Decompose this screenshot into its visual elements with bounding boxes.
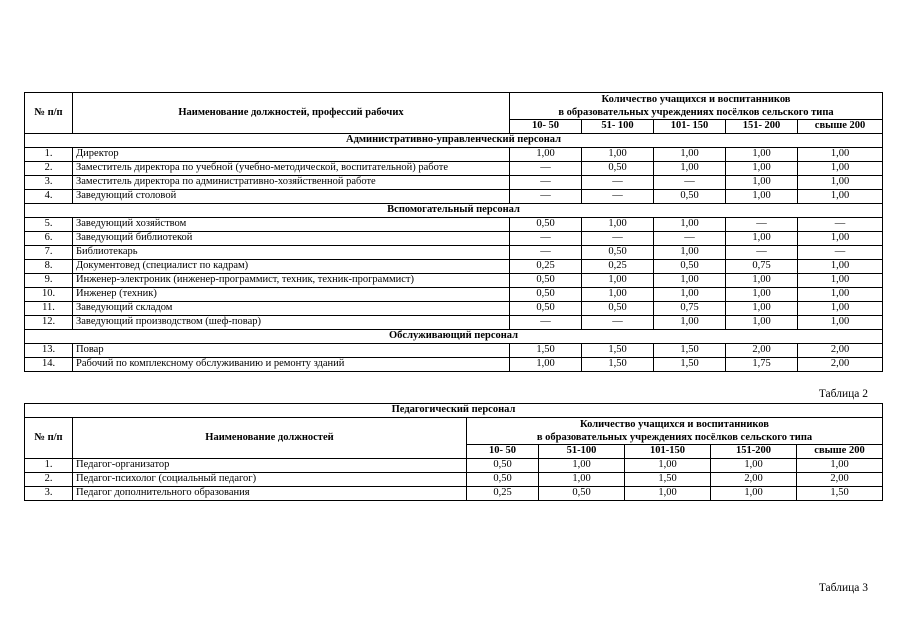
row-number: 2. xyxy=(25,473,73,487)
row-rate-value: 1,00 xyxy=(654,316,726,330)
row-position-name: Инженер (техник) xyxy=(73,288,510,302)
section-row xyxy=(25,204,883,218)
pedagogical-table xyxy=(24,403,883,501)
col-header-range: 101- 150 xyxy=(654,120,726,134)
row-rate-value: 1,00 xyxy=(654,246,726,260)
row-rate-value: — xyxy=(510,316,582,330)
table-row xyxy=(25,162,883,176)
row-rate-value: 0,25 xyxy=(582,260,654,274)
row-rate-value: — xyxy=(798,218,883,232)
row-rate-value: 1,00 xyxy=(582,148,654,162)
row-rate-value: 1,50 xyxy=(797,487,883,501)
row-rate-value: 1,00 xyxy=(654,162,726,176)
row-number: 4. xyxy=(25,190,73,204)
row-rate-value: 1,00 xyxy=(654,288,726,302)
table-row xyxy=(25,473,883,487)
row-rate-value: 1,00 xyxy=(726,148,798,162)
row-rate-value: 0,50 xyxy=(510,274,582,288)
row-number: 3. xyxy=(25,487,73,501)
section-title: Вспомогательный персонал xyxy=(25,204,883,218)
row-position-name: Педагог дополнительного образования xyxy=(73,487,467,501)
col-header-range: свыше 200 xyxy=(797,445,883,459)
row-position-name: Заведующий столовой xyxy=(73,190,510,204)
row-rate-value: 1,00 xyxy=(726,288,798,302)
row-rate-value: — xyxy=(654,176,726,190)
row-position-name: Заведующий складом xyxy=(73,302,510,316)
row-position-name: Заведующий библиотекой xyxy=(73,232,510,246)
row-position-name: Документовед (специалист по кадрам) xyxy=(73,260,510,274)
row-rate-value: 0,50 xyxy=(510,302,582,316)
row-number: 13. xyxy=(25,344,73,358)
pedagogical-table-title: Педагогический персонал xyxy=(25,404,883,418)
col-header-group xyxy=(467,418,883,445)
table-row xyxy=(25,218,883,232)
row-rate-value: 0,25 xyxy=(467,487,539,501)
table-row xyxy=(25,246,883,260)
row-rate-value: 1,00 xyxy=(654,274,726,288)
table-row xyxy=(25,232,883,246)
section-row xyxy=(25,134,883,148)
row-rate-value: — xyxy=(726,246,798,260)
row-rate-value: 1,00 xyxy=(654,218,726,232)
section-row xyxy=(25,330,883,344)
row-rate-value: 1,00 xyxy=(798,176,883,190)
row-number: 5. xyxy=(25,218,73,232)
row-rate-value: — xyxy=(726,218,798,232)
row-number: 2. xyxy=(25,162,73,176)
col-header-num: № п/п xyxy=(25,418,73,459)
row-rate-value: — xyxy=(582,190,654,204)
row-rate-value: 1,00 xyxy=(654,148,726,162)
table-label: Таблица 2 xyxy=(818,388,868,400)
row-rate-value: 1,50 xyxy=(582,344,654,358)
row-rate-value: 1,50 xyxy=(625,473,711,487)
section-title: Обслуживающий персонал xyxy=(25,330,883,344)
row-rate-value: 1,00 xyxy=(711,487,797,501)
col-header-range: свыше 200 xyxy=(798,120,883,134)
row-rate-value: 0,50 xyxy=(582,246,654,260)
table-row xyxy=(25,487,883,501)
row-rate-value: 1,00 xyxy=(726,232,798,246)
row-number: 11. xyxy=(25,302,73,316)
table-row xyxy=(25,358,883,372)
row-position-name: Заместитель директора по учебной (учебно-методической, воспитательной) работе xyxy=(73,162,510,176)
row-number: 14. xyxy=(25,358,73,372)
row-position-name: Педагог-организатор xyxy=(73,459,467,473)
row-rate-value: 1,00 xyxy=(797,459,883,473)
row-rate-value: 0,50 xyxy=(582,302,654,316)
row-rate-value: 0,50 xyxy=(467,459,539,473)
table-row xyxy=(25,459,883,473)
row-number: 8. xyxy=(25,260,73,274)
row-position-name: Заведующий хозяйством xyxy=(73,218,510,232)
row-rate-value: 1,00 xyxy=(726,190,798,204)
col-header-range: 51- 100 xyxy=(582,120,654,134)
row-rate-value: 1,00 xyxy=(625,487,711,501)
row-number: 6. xyxy=(25,232,73,246)
col-header-range: 151- 200 xyxy=(726,120,798,134)
row-rate-value: 1,00 xyxy=(798,190,883,204)
row-rate-value: 1,00 xyxy=(510,148,582,162)
row-rate-value: 0,25 xyxy=(510,260,582,274)
row-rate-value: 1,00 xyxy=(726,176,798,190)
table-row xyxy=(25,302,883,316)
table-row xyxy=(25,176,883,190)
col-header-range: 10- 50 xyxy=(467,445,539,459)
row-rate-value: 1,00 xyxy=(726,302,798,316)
col-header-range: 51-100 xyxy=(539,445,625,459)
row-rate-value: 1,00 xyxy=(798,274,883,288)
row-rate-value: — xyxy=(798,246,883,260)
row-rate-value: — xyxy=(510,176,582,190)
table-row xyxy=(25,190,883,204)
row-rate-value: 1,50 xyxy=(654,358,726,372)
table-row xyxy=(25,344,883,358)
col-header-name: Наименование должностей, профессий рабочих xyxy=(73,93,510,134)
row-rate-value: 1,00 xyxy=(798,148,883,162)
row-position-name: Инженер-электроник (инженер-программист, техник, техник-программист) xyxy=(73,274,510,288)
row-rate-value: — xyxy=(510,162,582,176)
row-position-name: Директор xyxy=(73,148,510,162)
row-rate-value: — xyxy=(510,232,582,246)
col-header-range: 101-150 xyxy=(625,445,711,459)
row-rate-value: 1,50 xyxy=(510,344,582,358)
row-rate-value: 0,50 xyxy=(510,218,582,232)
row-rate-value: 1,00 xyxy=(582,218,654,232)
section-title: Административно-управленческий персонал xyxy=(25,134,883,148)
row-number: 7. xyxy=(25,246,73,260)
table-row xyxy=(25,148,883,162)
table-row xyxy=(25,288,883,302)
staffing-table-body xyxy=(25,134,883,372)
row-rate-value: 1,50 xyxy=(582,358,654,372)
table-label: Таблица 3 xyxy=(818,582,868,594)
col-header-range: 151-200 xyxy=(711,445,797,459)
col-header-num: № п/п xyxy=(25,93,73,134)
row-position-name: Библиотекарь xyxy=(73,246,510,260)
row-rate-value: 1,00 xyxy=(510,358,582,372)
row-rate-value: 0,50 xyxy=(539,487,625,501)
row-rate-value: 1,00 xyxy=(798,232,883,246)
row-rate-value: — xyxy=(582,316,654,330)
table-row xyxy=(25,316,883,330)
staffing-table xyxy=(24,92,883,372)
row-rate-value: 2,00 xyxy=(711,473,797,487)
row-rate-value: 1,50 xyxy=(654,344,726,358)
row-rate-value: 0,50 xyxy=(654,260,726,274)
row-rate-value: 1,75 xyxy=(726,358,798,372)
row-rate-value: — xyxy=(510,190,582,204)
row-rate-value: 1,00 xyxy=(726,162,798,176)
row-rate-value: 0,75 xyxy=(726,260,798,274)
row-rate-value: 0,50 xyxy=(467,473,539,487)
row-rate-value: 2,00 xyxy=(726,344,798,358)
row-rate-value: — xyxy=(582,232,654,246)
row-rate-value: 1,00 xyxy=(539,459,625,473)
row-rate-value: 1,00 xyxy=(711,459,797,473)
row-number: 12. xyxy=(25,316,73,330)
col-header-group-line1: Количество учащихся и воспитанников xyxy=(601,94,791,105)
row-rate-value: 2,00 xyxy=(798,344,883,358)
row-rate-value: 1,00 xyxy=(798,302,883,316)
row-position-name: Повар xyxy=(73,344,510,358)
table-row xyxy=(25,274,883,288)
row-rate-value: 1,00 xyxy=(539,473,625,487)
row-rate-value: 2,00 xyxy=(797,473,883,487)
row-rate-value: 1,00 xyxy=(582,288,654,302)
pedagogical-table-body xyxy=(25,459,883,501)
col-header-range: 10- 50 xyxy=(510,120,582,134)
row-number: 3. xyxy=(25,176,73,190)
col-header-group-line2: в образовательных учреждениях посёлков сельского типа xyxy=(536,432,813,443)
row-position-name: Заместитель директора по административно-хозяйственной работе xyxy=(73,176,510,190)
col-header-group xyxy=(510,93,883,120)
row-rate-value: 1,00 xyxy=(798,260,883,274)
row-rate-value: 0,50 xyxy=(510,288,582,302)
row-number: 1. xyxy=(25,459,73,473)
row-rate-value: 0,75 xyxy=(654,302,726,316)
row-rate-value: 0,50 xyxy=(654,190,726,204)
row-rate-value: 1,00 xyxy=(798,316,883,330)
row-rate-value: 1,00 xyxy=(726,274,798,288)
row-rate-value: 0,50 xyxy=(582,162,654,176)
row-rate-value: 2,00 xyxy=(798,358,883,372)
row-number: 1. xyxy=(25,148,73,162)
row-position-name: Рабочий по комплексному обслуживанию и ремонту зданий xyxy=(73,358,510,372)
row-number: 10. xyxy=(25,288,73,302)
row-rate-value: 1,00 xyxy=(798,288,883,302)
col-header-group-line1: Количество учащихся и воспитанников xyxy=(580,419,769,430)
row-rate-value: 1,00 xyxy=(726,316,798,330)
row-rate-value: — xyxy=(510,246,582,260)
row-number: 9. xyxy=(25,274,73,288)
col-header-group-line2: в образовательных учреждениях посёлков сельского типа xyxy=(558,107,834,118)
table-row xyxy=(25,260,883,274)
row-rate-value: — xyxy=(582,176,654,190)
row-position-name: Педагог-психолог (социальный педагог) xyxy=(73,473,467,487)
row-position-name: Заведующий производством (шеф-повар) xyxy=(73,316,510,330)
row-rate-value: 1,00 xyxy=(798,162,883,176)
col-header-name: Наименование должностей xyxy=(73,418,467,459)
row-rate-value: — xyxy=(654,232,726,246)
row-rate-value: 1,00 xyxy=(582,274,654,288)
row-rate-value: 1,00 xyxy=(625,459,711,473)
